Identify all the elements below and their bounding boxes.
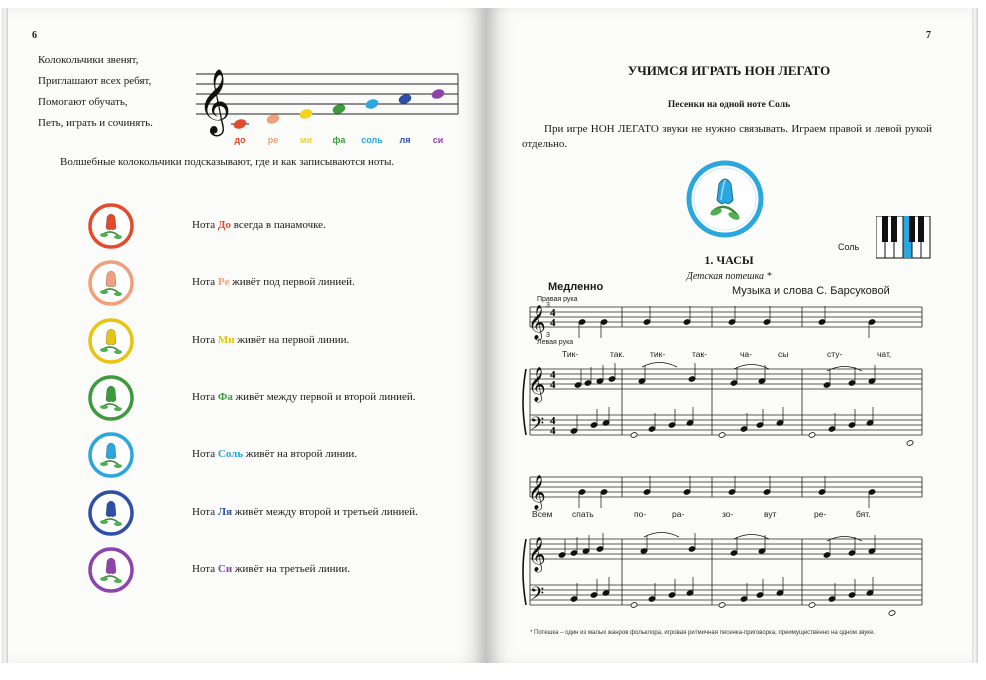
staff-note bbox=[298, 108, 313, 121]
lyric-syllable: тик- bbox=[650, 349, 666, 359]
note-row-text bbox=[192, 563, 350, 575]
note-row bbox=[88, 375, 468, 427]
bell-icon bbox=[88, 432, 134, 478]
note-row-text bbox=[192, 334, 349, 346]
page-title: УЧИМСЯ ИГРАТЬ НОН ЛЕГАТО bbox=[627, 63, 831, 78]
note-head bbox=[630, 432, 638, 439]
bell-icon bbox=[88, 318, 134, 364]
lyric-syllable: чат, bbox=[877, 349, 892, 359]
row-prefix: Нота bbox=[192, 562, 218, 575]
lyric-syllable: ра- bbox=[672, 509, 685, 519]
poem-line: Приглашают всех ребят, bbox=[38, 75, 152, 87]
row-prefix: Нота bbox=[192, 276, 218, 289]
lyric-syllable: ча- bbox=[740, 349, 752, 359]
staff-note bbox=[397, 93, 412, 106]
composer-credit: Музыка и слова С. Барсуковой bbox=[732, 285, 890, 297]
note-head bbox=[630, 602, 638, 609]
treble-clef-icon: 𝄞 bbox=[528, 305, 546, 340]
accomp-bass-staff-1 bbox=[530, 415, 922, 435]
lyric-syllable: Тик- bbox=[562, 349, 579, 359]
slur bbox=[642, 363, 677, 368]
bell-icon bbox=[88, 375, 134, 421]
row-prefix: Нота bbox=[192, 390, 218, 403]
lyric-syllable: Всем bbox=[532, 509, 553, 519]
note-row bbox=[88, 490, 468, 542]
lyric-syllable: так- bbox=[692, 349, 708, 359]
note-staff bbox=[196, 62, 466, 152]
intro-text: Волшебные колокольчики подсказывают, где и как записываются ноты. bbox=[60, 156, 395, 168]
lyric-syllable: спать bbox=[572, 509, 594, 519]
note-label: фа bbox=[332, 135, 346, 145]
bell-icon bbox=[88, 547, 134, 593]
left-page bbox=[8, 8, 486, 663]
row-note-name: Фа bbox=[217, 390, 233, 403]
note-head bbox=[718, 602, 726, 609]
staff-note bbox=[331, 103, 346, 116]
time-signature-top: 4 bbox=[550, 415, 556, 427]
melody-staff-1 bbox=[530, 307, 922, 327]
row-suffix: всегда в панамочке. bbox=[230, 219, 326, 231]
time-signature-top: 4 bbox=[550, 369, 556, 381]
row-note-name: Соль bbox=[217, 448, 244, 461]
staff-note bbox=[430, 88, 445, 101]
row-suffix: живёт на второй линии. bbox=[243, 448, 358, 461]
treble-clef-icon: 𝄞 bbox=[198, 69, 232, 134]
row-note-name: Ля bbox=[217, 505, 233, 518]
poem-line: Колокольчики звенят, bbox=[38, 54, 139, 66]
row-prefix: Нота bbox=[192, 505, 218, 518]
note-label: соль bbox=[361, 135, 383, 145]
note-row bbox=[88, 432, 468, 484]
slur bbox=[734, 535, 769, 540]
note-row bbox=[88, 318, 468, 370]
lyric-syllable: так. bbox=[610, 349, 625, 359]
page-number-left: 6 bbox=[32, 30, 37, 41]
poem bbox=[38, 50, 153, 134]
melody-staff-2 bbox=[530, 477, 922, 497]
note-head bbox=[808, 602, 816, 609]
bass-clef-icon: 𝄢 bbox=[530, 414, 545, 439]
note-head bbox=[888, 610, 896, 617]
row-suffix: живёт под первой линией. bbox=[229, 276, 355, 289]
row-prefix: Нота bbox=[192, 219, 218, 231]
staff-note bbox=[232, 118, 247, 131]
note-row-text bbox=[192, 506, 418, 518]
brace bbox=[523, 539, 526, 605]
time-signature-bottom: 4 bbox=[550, 317, 556, 329]
poem-line: Петь, играть и сочинять. bbox=[38, 117, 153, 129]
row-prefix: Нота bbox=[192, 333, 218, 346]
slur bbox=[644, 533, 679, 538]
bass-clef-icon: 𝄢 bbox=[530, 584, 545, 609]
bell-badge-icon bbox=[686, 160, 764, 238]
right-page-edge bbox=[972, 8, 978, 663]
note-label: си bbox=[432, 135, 444, 145]
finger-number: 3 bbox=[546, 332, 550, 339]
row-note-name: Ми bbox=[217, 333, 235, 346]
row-suffix: живёт на первой линии. bbox=[234, 333, 350, 346]
row-note-name: До bbox=[217, 219, 231, 231]
note-label: до bbox=[234, 135, 246, 145]
accomp-bass-staff-2 bbox=[530, 585, 922, 605]
row-suffix: живёт между первой и второй линией. bbox=[232, 390, 416, 403]
note-label: ре bbox=[267, 135, 279, 145]
note-row-text bbox=[192, 276, 355, 288]
note-row-text bbox=[192, 391, 416, 403]
treble-clef-icon: 𝄞 bbox=[528, 475, 546, 510]
sheet-music bbox=[522, 293, 932, 623]
note-row-text bbox=[192, 219, 326, 231]
lyric-syllable: вут bbox=[764, 509, 777, 519]
row-suffix: живёт на третьей линии. bbox=[232, 562, 351, 575]
row-note-name: Ре bbox=[217, 276, 230, 289]
time-signature-bottom: 4 bbox=[550, 425, 556, 437]
left-hand-label: Левая рука bbox=[537, 339, 574, 346]
note-row bbox=[88, 547, 468, 599]
note-head bbox=[906, 440, 914, 447]
note-row-text bbox=[192, 448, 357, 460]
time-signature-bottom: 4 bbox=[550, 379, 556, 391]
right-hand-label: Правая рука bbox=[537, 296, 578, 303]
treble-clef-icon: 𝄞 bbox=[528, 367, 546, 402]
page-number-right: 7 bbox=[926, 30, 931, 41]
note-label: ля bbox=[399, 135, 411, 145]
instruction-text: При игре НОН ЛЕГАТО звуки не нужно связывать. Играем правой и левой рукой отдельно. bbox=[522, 123, 932, 150]
note-row bbox=[88, 203, 468, 255]
keyboard-label: Соль bbox=[838, 242, 860, 252]
bell-icon bbox=[88, 490, 134, 536]
brace bbox=[523, 369, 526, 435]
row-prefix: Нота bbox=[192, 448, 218, 461]
slur bbox=[734, 365, 769, 370]
note-head bbox=[808, 432, 816, 439]
right-page bbox=[486, 8, 972, 663]
row-suffix: живёт между второй и третьей линией. bbox=[232, 505, 418, 518]
staff-note bbox=[364, 98, 379, 111]
lyric-syllable: сы bbox=[778, 349, 789, 359]
footnote: * Потешка – один из малых жанров фольклора, игровая ритмичная песенка-приговорка, преимущественно на одном звуке. bbox=[530, 630, 875, 636]
row-note-name: Си bbox=[217, 562, 233, 575]
bell-icon bbox=[88, 203, 134, 249]
lyric-syllable: зо- bbox=[722, 509, 734, 519]
treble-clef-icon: 𝄞 bbox=[528, 537, 546, 572]
lyric-syllable: по- bbox=[634, 509, 647, 519]
tempo-marking: Медленно bbox=[548, 281, 604, 293]
staff-note bbox=[265, 113, 280, 126]
bell-icon bbox=[88, 260, 134, 306]
song-genre: Детская потешка * bbox=[686, 271, 772, 282]
finger-number: 3 bbox=[546, 302, 550, 309]
song-title: 1. ЧАСЫ bbox=[704, 253, 754, 267]
note-label: ми bbox=[299, 135, 313, 145]
accomp-treble-staff-1 bbox=[530, 369, 922, 389]
lyric-syllable: ре- bbox=[814, 509, 827, 519]
lyric-syllable: сту- bbox=[827, 349, 843, 359]
page-subtitle: Песенки на одной ноте Соль bbox=[667, 100, 791, 110]
note-row bbox=[88, 260, 468, 312]
time-signature-top: 4 bbox=[550, 307, 556, 319]
poem-line: Помогают обучать, bbox=[38, 96, 128, 108]
note-head bbox=[718, 432, 726, 439]
lyric-syllable: бят. bbox=[856, 509, 871, 519]
